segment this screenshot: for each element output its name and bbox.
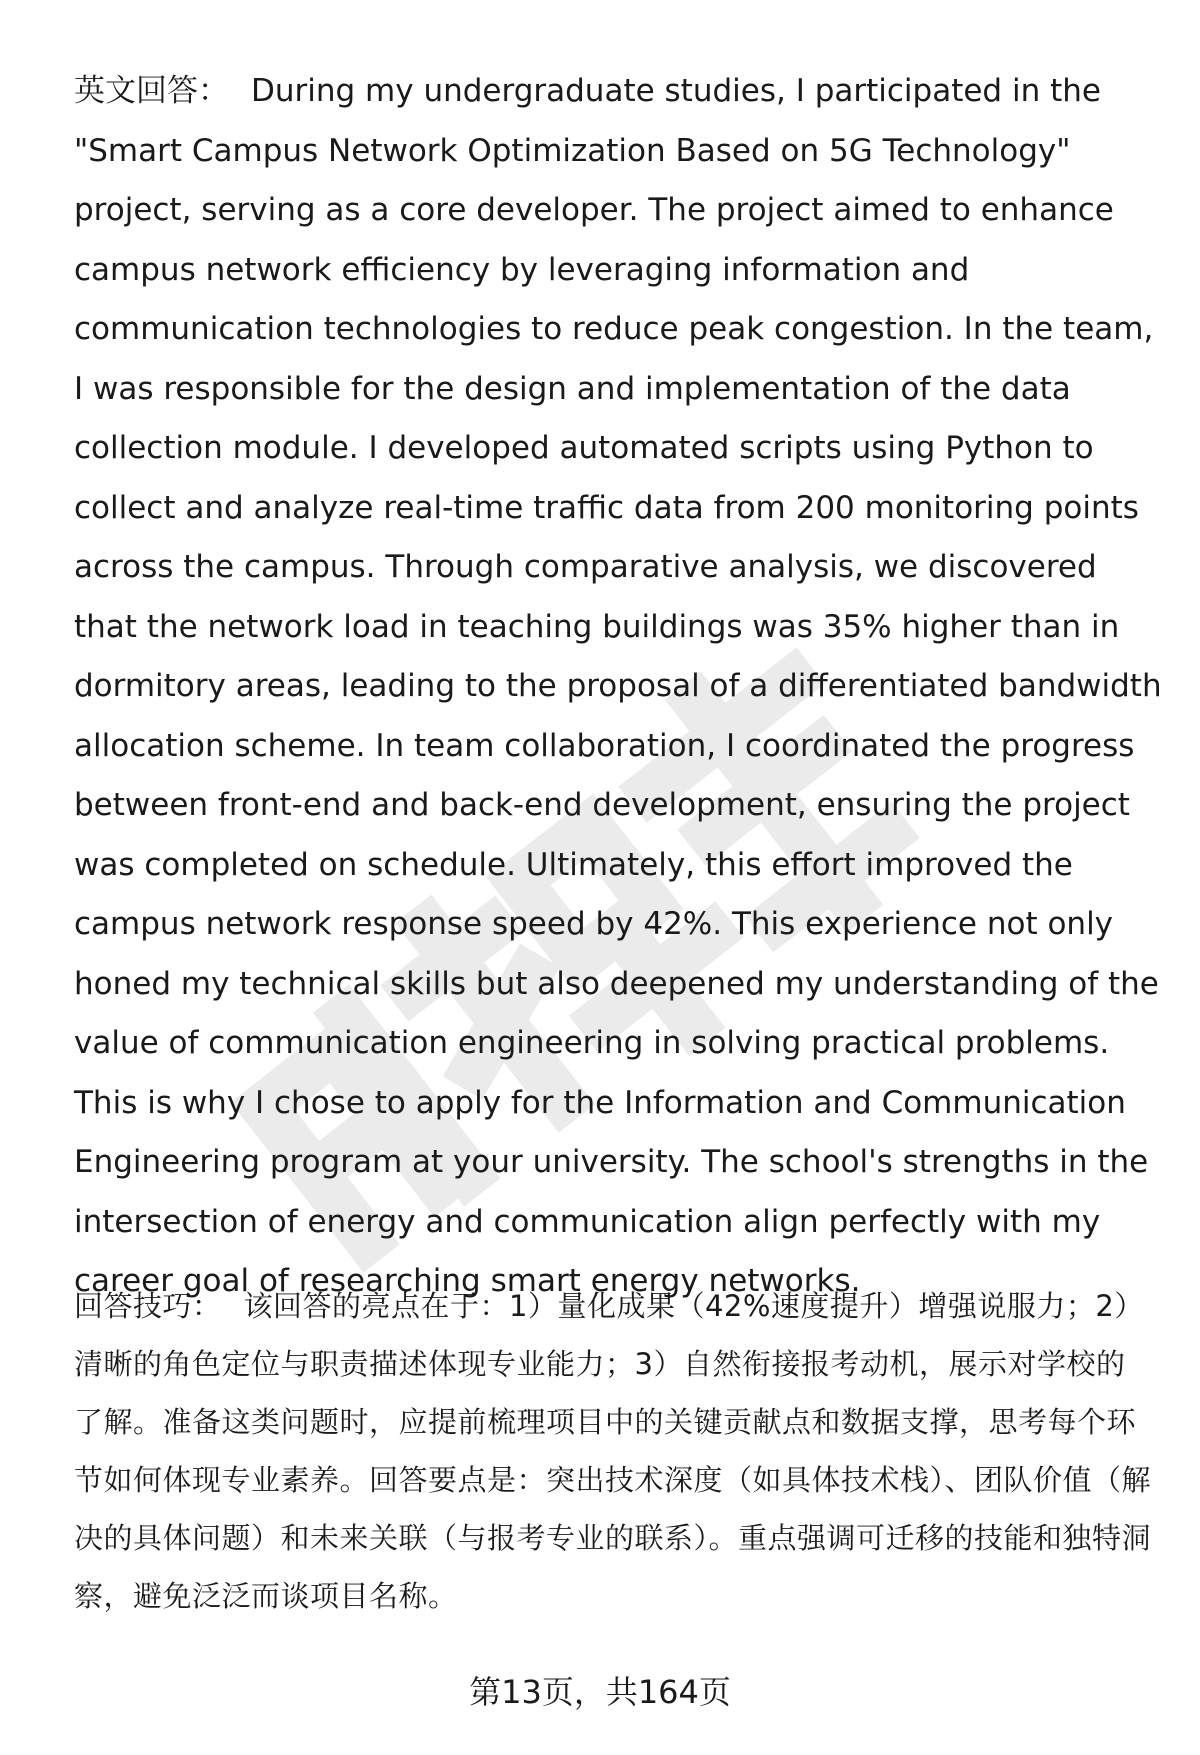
answer-tips-label: 回答技巧： xyxy=(74,1289,222,1323)
answer-tips-paragraph xyxy=(74,1277,1154,1625)
english-answer-label: 英文回答： xyxy=(74,73,229,109)
page-number-footer: 第13页，共164页 xyxy=(469,1673,731,1711)
english-answer-paragraph xyxy=(74,62,1162,1312)
answer-tips-text: 该回答的亮点在于：1）量化成果（42%速度提升）增强说服力；2）清晰的角色定位与职责描述体现专业能力；3）自然衔接报考动机，展示对学校的了解。准备这类问题时，应提前梳理项目中的关键贡献点和数据支撑，思考每个环节如何体现专业素养。回答要点是：突出技术深度（如具体技术栈）、团队价值（解决的具体问题）和未来关联（与报考专业的联系）。重点强调可迁移的技能和独特洞察，避免泛泛而谈项目名称。 xyxy=(74,1289,1152,1613)
english-answer-text: During my undergraduate studies, I participated in the "Smart Campus Network Optimization Based on 5G Technology" project, serving as a core developer. The project aimed to enhance campus network efficiency by leveraging information and communication technologies to reduce peak congestion. In the team, I was responsible for the design and implementation of the data collection module. I developed automated scripts using Python to collect and analyze real-time traffic data from 200 monitoring points across the campus. Through comparative analysis, we discovered that the network load in teaching buildings was 35% higher than in dormitory areas, leading to the proposal of a differentiated bandwidth allocation scheme. In team collaboration, I coordinated the progress between front-end and back-end development, ensuring the project was completed on schedule. Ultimately, this effort improved the campus network response speed by 42%. This experience not only honed my technical skills but also deepened my understanding of the value of communication engineering in solving practical problems. This is why I chose to apply for the Information and Communication Engineering program at your university. The school's strengths in the intersection of energy and communication align perfectly with my career goal of researching smart energy networks. xyxy=(74,73,1162,1299)
